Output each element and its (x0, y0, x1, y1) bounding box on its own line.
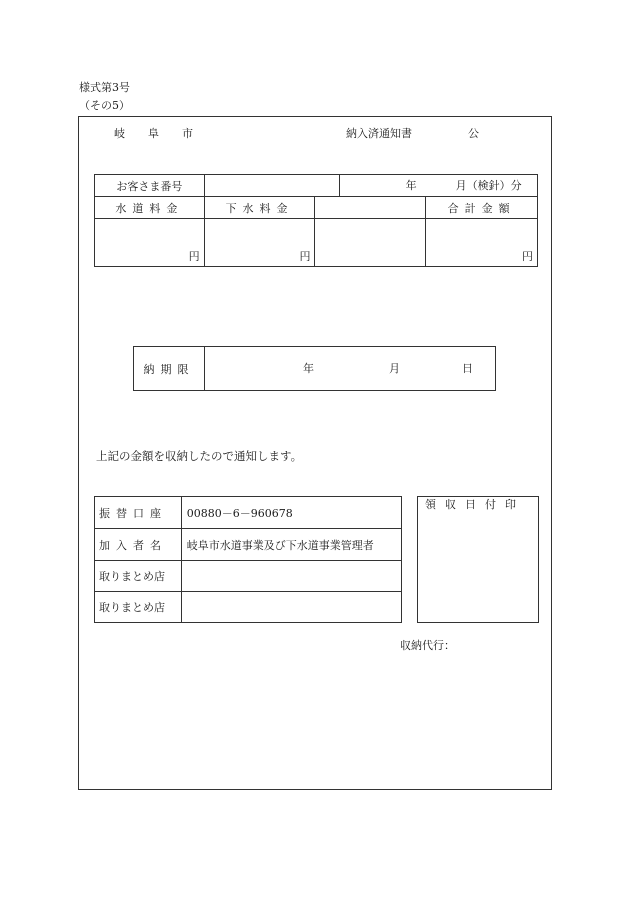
public-mark: 公 (468, 127, 479, 140)
collecting-bank-value (181, 592, 401, 623)
billing-table (94, 174, 538, 267)
form-number: 様式第3号 (79, 81, 130, 94)
header-sewer-charge: 下水料金 (204, 197, 315, 219)
city-name: 岐 阜 市 (114, 127, 199, 140)
header-water-charge: 水道料金 (95, 197, 205, 219)
receipt-stamp-label: 領収日付印 (425, 498, 525, 511)
form-sub: （その5） (79, 99, 130, 112)
water-charge-amount (95, 219, 205, 267)
header-blank (315, 197, 426, 219)
period-year-label: 年 (405, 179, 417, 192)
subscriber-name-value: 岐阜市水道事業及び下水道事業管理者 (181, 529, 401, 561)
notice-text: 上記の金額を収納したので通知します。 (96, 449, 303, 463)
customer-number-field (205, 175, 340, 196)
due-date-box (133, 346, 496, 391)
customer-number-label: お客さま番号 (95, 175, 205, 197)
transfer-account-label: 振替口座 (95, 497, 182, 529)
collecting-bank-label: 取りまとめ店 (95, 561, 182, 592)
yen-unit: 円 (299, 250, 311, 263)
total-amount (426, 219, 538, 267)
collecting-bank-label: 取りまとめ店 (95, 592, 182, 623)
subscriber-name-label: 加入者名 (95, 529, 182, 561)
period-month-label: 月（検針）分 (455, 179, 522, 192)
payment-info-table (94, 496, 402, 623)
document-title: 納入済通知書 (346, 127, 412, 140)
due-day-label: 日 (462, 362, 473, 375)
yen-unit: 円 (522, 250, 533, 263)
due-year-label: 年 (303, 362, 314, 375)
collecting-bank-value (181, 561, 401, 592)
blank-amount (315, 219, 426, 267)
yen-unit: 円 (188, 250, 200, 263)
due-label: 納期限 (134, 347, 205, 391)
receipt-stamp-box (417, 496, 539, 623)
header-total: 合計金額 (426, 197, 538, 219)
collection-agent-label: 収納代行： (400, 639, 455, 652)
transfer-account-value: 00880－6－960678 (181, 497, 401, 529)
sewer-charge-amount (204, 219, 315, 267)
due-month-label: 月 (389, 362, 400, 375)
